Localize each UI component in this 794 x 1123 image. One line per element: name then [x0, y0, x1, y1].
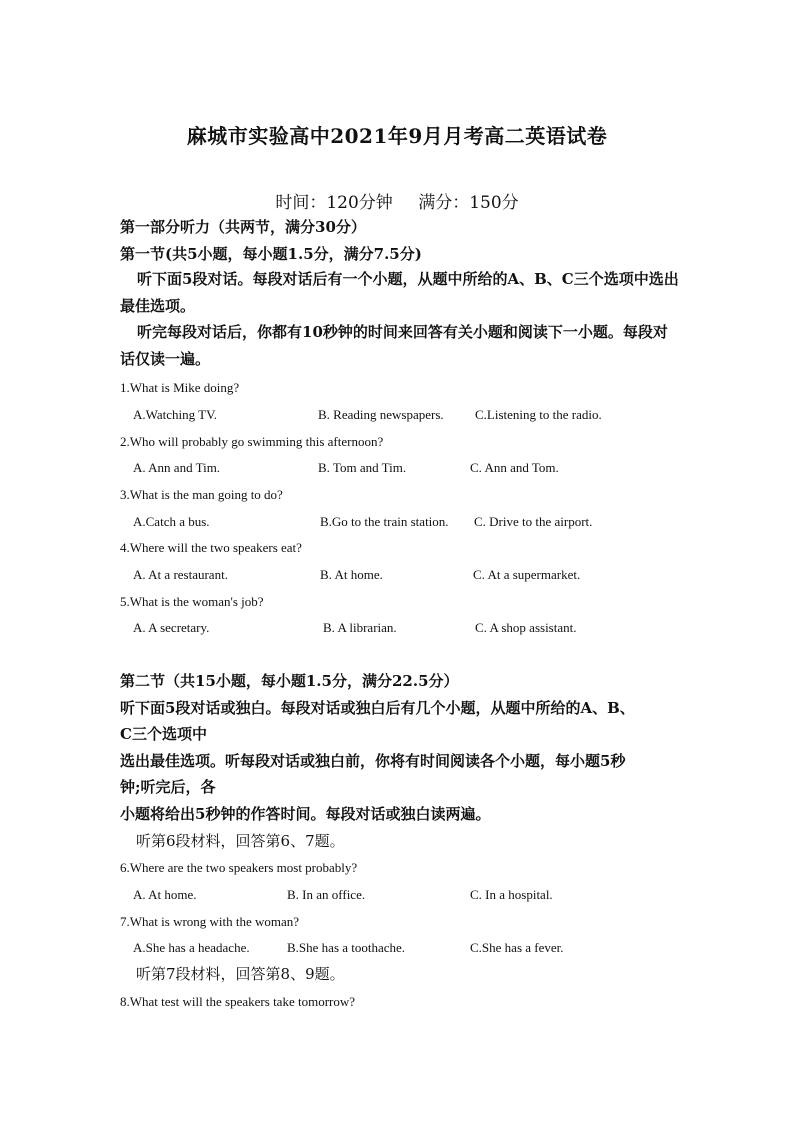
section2-instruction-line-1: 听下面5段对话或独白。每段对话或独白后有几个小题，从题中所给的A、B、 [120, 699, 635, 717]
question-8: 8.What test will the speakers take tomorrow? [120, 994, 356, 1009]
q4-option-a: A. At a restaurant. [133, 567, 228, 582]
q3-option-a: A.Catch a bus. [133, 514, 210, 529]
q2-option-c: C. Ann and Tom. [470, 460, 559, 475]
q1-option-b: B. Reading newspapers. [318, 407, 444, 422]
exam-time: 时间：120分钟 [275, 193, 393, 213]
q4-option-c: C. At a supermarket. [473, 567, 581, 582]
exam-info [0, 188, 794, 213]
exam-title: 麻城市实验高中2021年9月月考高二英语试卷 [186, 124, 608, 148]
q5-option-a: A. A secretary. [133, 620, 210, 635]
part1-heading: 第一部分听力（共两节，满分30分） [120, 218, 366, 236]
section1-heading: 第一节(共5小题，每小题1.5分，满分7.5分) [120, 245, 422, 263]
q2-option-a: A. Ann and Tim. [133, 460, 221, 475]
section2-heading: 第二节（共15小题，每小题1.5分，满分22.5分） [120, 672, 459, 690]
q1-option-c: C.Listening to the radio. [475, 407, 602, 422]
question-6: 6.Where are the two speakers most probably? [120, 860, 358, 875]
question-3: 3.What is the man going to do? [120, 487, 283, 502]
q7-option-c: C.She has a fever. [470, 940, 564, 955]
q7-option-b: B.She has a toothache. [287, 940, 406, 955]
section2-instruction-line-4: 钟;听完后，各 [120, 778, 216, 796]
exam-score: 满分：150分 [418, 193, 519, 213]
material-6-note: 听第6段材料，回答第6、7题。 [136, 832, 345, 850]
section2-instruction-line-2: C三个选项中 [120, 725, 207, 743]
q3-option-c: C. Drive to the airport. [474, 514, 593, 529]
q4-option-b: B. At home. [320, 567, 383, 582]
question-4: 4.Where will the two speakers eat? [120, 540, 302, 555]
question-1: 1.What is Mike doing? [120, 380, 240, 395]
q2-option-b: B. Tom and Tim. [318, 460, 407, 475]
q6-option-c: C. In a hospital. [470, 887, 553, 902]
q6-option-b: B. In an office. [287, 887, 366, 902]
section1-instruction-2: 听完每段对话后，你都有10秒钟的时间来回答有关小题和阅读下一小题。每段对话仅读一遍。 [120, 323, 668, 368]
q3-option-b: B.Go to the train station. [320, 514, 449, 529]
q1-option-a: A.Watching TV. [133, 407, 218, 422]
q7-option-a: A.She has a headache. [133, 940, 250, 955]
section2-instruction-line-5: 小题将给出5秒钟的作答时间。每段对话或独白读两遍。 [120, 805, 491, 823]
material-7-note: 听第7段材料，回答第8、9题。 [136, 965, 345, 983]
q5-option-b: B. A librarian. [323, 620, 397, 635]
question-2: 2.Who will probably go swimming this afternoon? [120, 434, 384, 449]
q5-option-c: C. A shop assistant. [475, 620, 577, 635]
question-7: 7.What is wrong with the woman? [120, 914, 300, 929]
question-5: 5.What is the woman's job? [120, 594, 264, 609]
section2-instruction-line-3: 选出最佳选项。听每段对话或独白前，你将有时间阅读各个小题，每小题5秒 [120, 752, 626, 770]
q6-option-a: A. At home. [133, 887, 197, 902]
section1-instruction-1: 听下面5段对话。每段对话后有一个小题，从题中所给的A、B、C三个选项中选出最佳选项。 [120, 270, 679, 315]
